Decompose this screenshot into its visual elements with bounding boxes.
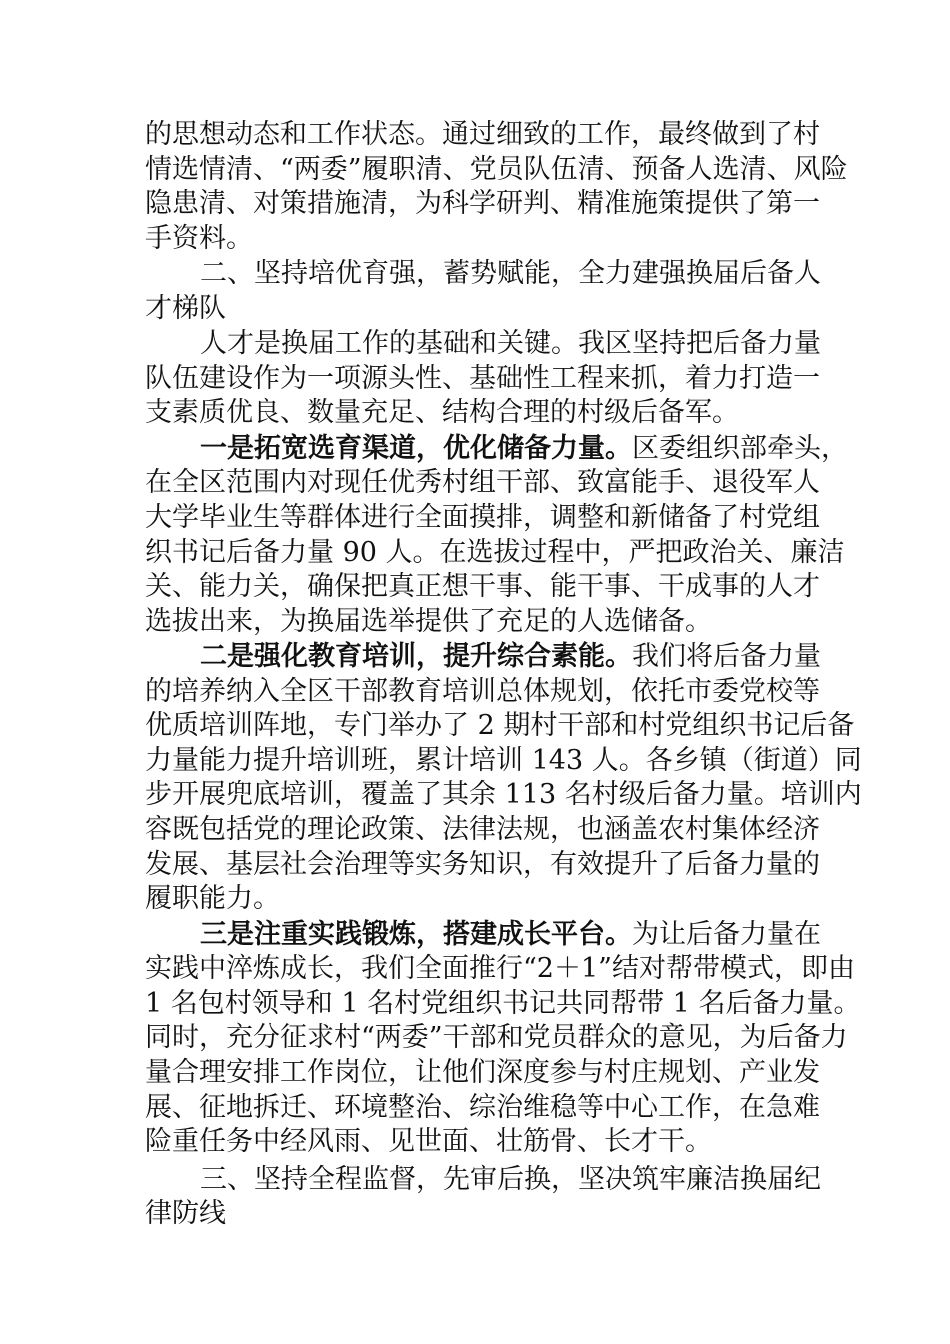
text-line: 实践中淬炼成长，我们全面推行“2＋1”结对帮带模式，即由: [145, 953, 855, 985]
heading-line: 三、坚持全程监督，先审后换，坚决筑牢廉洁换届纪: [200, 1163, 821, 1195]
text-line: 力量能力提升培训班，累计培训 143 人。各乡镇（街道）同: [145, 744, 862, 776]
text-line: 量合理安排工作岗位，让他们深度参与村庄规划、产业发: [145, 1057, 820, 1089]
text-line: 织书记后备力量 90 人。在选拔过程中，严把政治关、廉洁: [145, 536, 845, 568]
text-line: [145, 432, 848, 467]
paragraph-point-1: [145, 432, 848, 640]
text-line: 同时，充分征求村“两委”干部和党员群众的意见，为后备力: [145, 1022, 848, 1054]
text-line: [145, 918, 821, 953]
text-line: 支素质优良、数量充足、结构合理的村级后备军。: [145, 397, 739, 429]
heading-line: 二、坚持培优育强，蓄势赋能，全力建强换届后备人: [200, 258, 821, 290]
text-span: 我们将后备力量: [632, 641, 821, 673]
paragraph-intro-continuation: [145, 118, 848, 256]
text-span: 为让后备力量在: [632, 918, 821, 950]
text-line: 容既包括党的理论政策、法律法规，也涵盖农村集体经济: [145, 814, 820, 846]
text-line: 在全区范围内对现任优秀村组干部、致富能手、退役军人: [145, 467, 820, 499]
paragraph-point-2: [145, 640, 862, 917]
paragraph-point-3: [145, 918, 861, 1160]
text-line: 履职能力。: [145, 883, 280, 915]
text-line: 展、征地拆迁、环境整治、综治维稳等中心工作，在急难: [145, 1091, 820, 1123]
heading-line: 律防线: [145, 1198, 226, 1230]
text-line: 发展、基层社会治理等实务知识，有效提升了后备力量的: [145, 848, 820, 880]
text-line: 的思想动态和工作状态。通过细致的工作，最终做到了村: [145, 119, 820, 150]
text-line: 大学毕业生等群体进行全面摸排，调整和新储备了村党组: [145, 501, 820, 533]
text-line: 手资料。: [145, 222, 253, 254]
text-line: 优质培训阵地，专门举办了 2 期村干部和村党组织书记后备: [145, 710, 855, 742]
section-heading-2: [145, 257, 821, 326]
text-line: 步开展兜底培训，覆盖了其余 113 名村级后备力量。培训内: [145, 779, 862, 811]
text-line: 的培养纳入全区干部教育培训总体规划，依托市委党校等: [145, 675, 820, 707]
text-line: 选拔出来，为换届选举提供了充足的人选储备。: [145, 605, 712, 637]
section-heading-3: [145, 1163, 821, 1232]
text-line: 情选情清、“两委”履职清、党员队伍清、预备人选清、风险: [145, 153, 848, 185]
text-line: 险重任务中经风雨、见世面、壮筋骨、长才干。: [145, 1126, 712, 1158]
text-line: 队伍建设作为一项源头性、基础性工程来抓，着力打造一: [145, 362, 820, 394]
paragraph-talent: [145, 327, 821, 431]
bold-lead: 二是强化教育培训，提升综合素能。: [200, 641, 632, 673]
bold-lead: 三是注重实践锻炼，搭建成长平台。: [200, 918, 632, 950]
bold-lead: 一是拓宽选育渠道，优化储备力量。: [200, 432, 632, 464]
text-line: 隐患清、对策措施清，为科学研判、精准施策提供了第一: [145, 188, 820, 220]
text-line: 人才是换届工作的基础和关键。我区坚持把后备力量: [200, 328, 821, 360]
text-span: 区委组织部牵头，: [632, 432, 848, 464]
heading-line: 才梯队: [145, 292, 226, 324]
text-line: [145, 640, 821, 675]
text-line: 关、能力关，确保把真正想干事、能干事、干成事的人才: [145, 571, 820, 603]
document-page: [145, 118, 862, 1233]
text-line: 1 名包村领导和 1 名村党组织书记共同帮带 1 名后备力量。: [145, 987, 861, 1019]
